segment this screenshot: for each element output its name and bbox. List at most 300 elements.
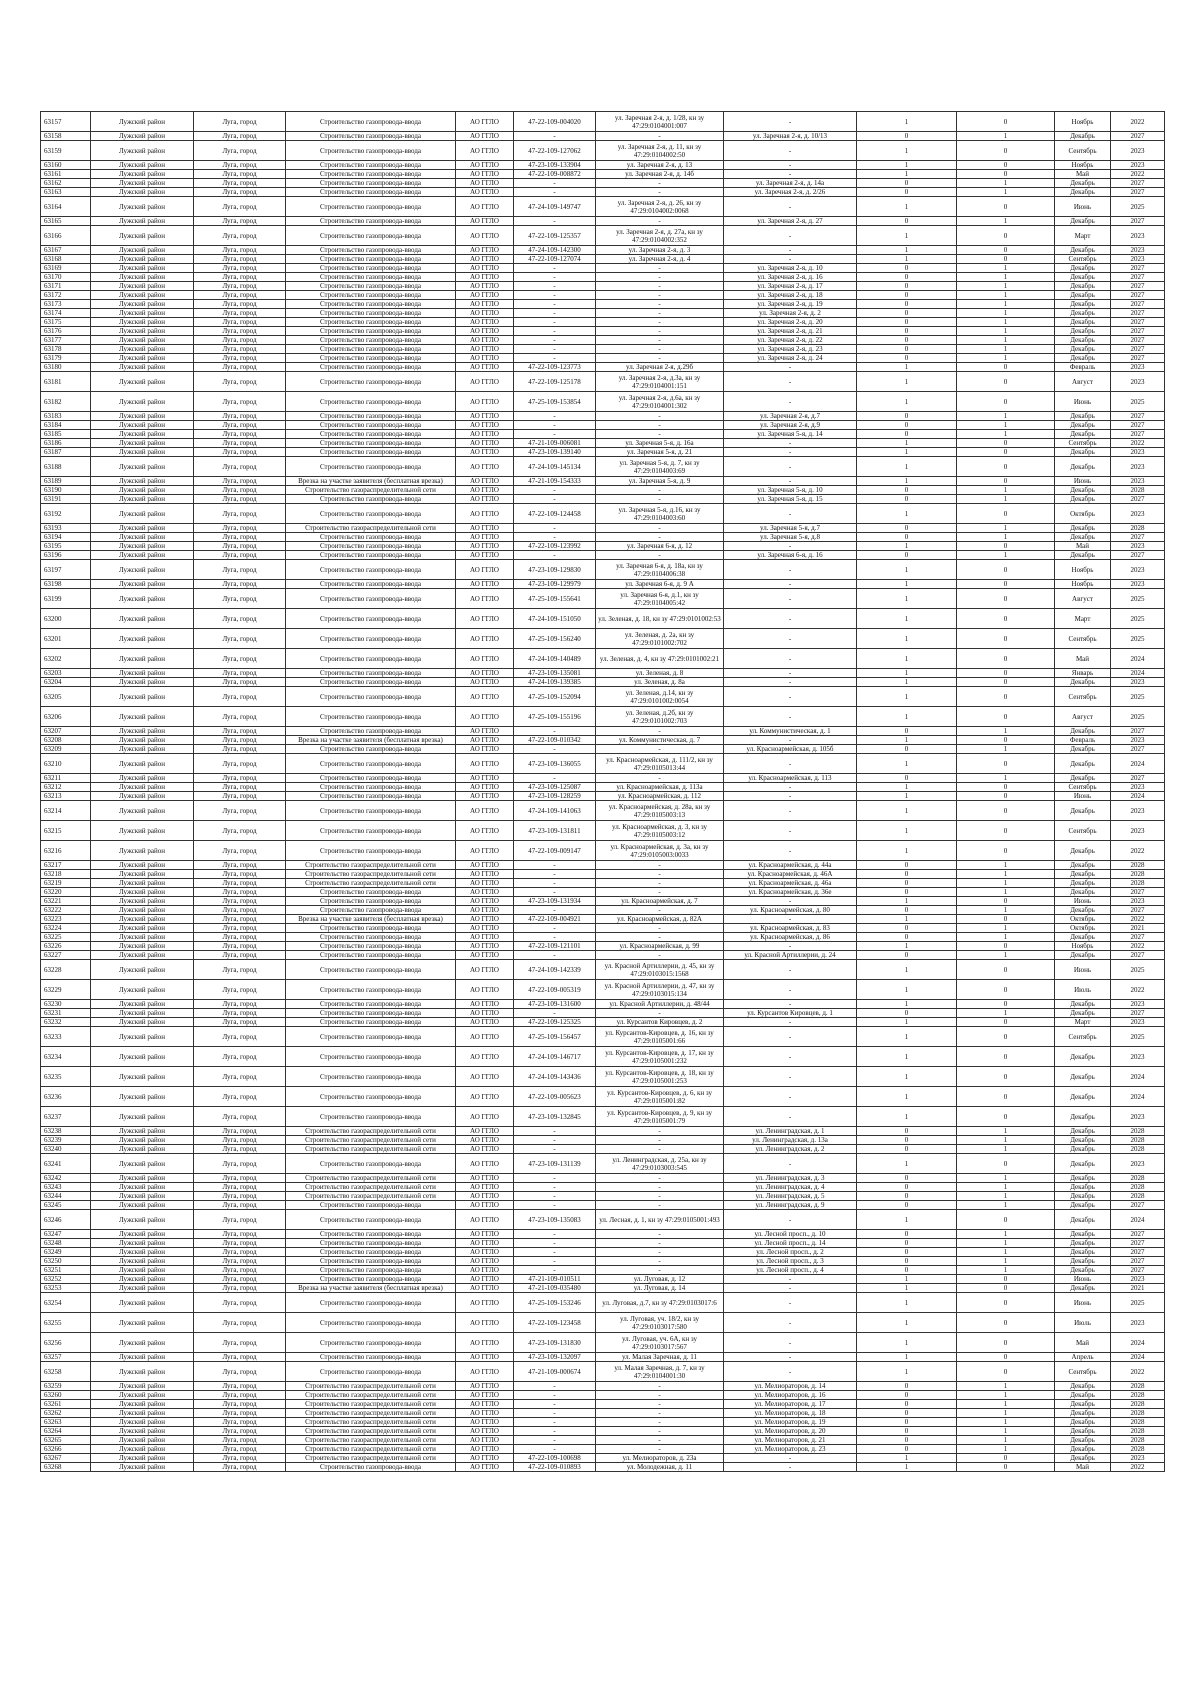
settlement-cell: Луга, город	[194, 1230, 286, 1239]
year-cell: 2027	[1111, 282, 1165, 291]
district-cell: Лужский район	[91, 421, 194, 430]
district-cell: Лужский район	[91, 141, 194, 161]
contract-number-cell: -	[514, 1174, 596, 1183]
contract-number-cell: 47-23-109-125087	[514, 783, 596, 792]
work-type-cell: Строительство газопровода-ввода	[286, 542, 456, 551]
settlement-cell: Луга, город	[194, 609, 286, 629]
contract-number-cell: 47-23-109-139140	[514, 448, 596, 457]
contract-number-cell: 47-23-109-132097	[514, 1353, 596, 1362]
row-number: 63267	[41, 1454, 91, 1463]
row-number: 63194	[41, 533, 91, 542]
planned-address-cell: -	[724, 246, 857, 255]
table-row	[41, 1445, 1165, 1454]
month-cell: Май	[1055, 170, 1111, 179]
applicant-address-cell: -	[596, 354, 724, 363]
planned-address-cell: ул. Заречная 5-я, д. 15	[724, 495, 857, 504]
flag-cell: 0	[957, 707, 1055, 727]
flag-cell: 1	[957, 861, 1055, 870]
settlement-cell: Луга, город	[194, 629, 286, 649]
table-row	[41, 1409, 1165, 1418]
month-cell: Декабрь	[1055, 1248, 1111, 1257]
contract-number-cell: 47-22-109-005319	[514, 980, 596, 1000]
flag-cell: 0	[957, 1000, 1055, 1009]
work-type-cell: Строительство газопровода-ввода	[286, 282, 456, 291]
district-cell: Лужский район	[91, 1353, 194, 1362]
flag-cell: 1	[957, 727, 1055, 736]
applicant-address-cell: -	[596, 309, 724, 318]
flag-cell: 0	[857, 1201, 957, 1210]
flag-cell: 0	[857, 345, 957, 354]
flag-cell: 1	[857, 580, 957, 589]
table-row	[41, 318, 1165, 327]
table-row	[41, 589, 1165, 609]
row-number: 63221	[41, 897, 91, 906]
flag-cell: 1	[957, 217, 1055, 226]
settlement-cell: Луга, город	[194, 1107, 286, 1127]
month-cell: Декабрь	[1055, 745, 1111, 754]
flag-cell: 1	[857, 669, 957, 678]
district-cell: Лужский район	[91, 1418, 194, 1427]
settlement-cell: Луга, город	[194, 1145, 286, 1154]
planned-address-cell: -	[724, 736, 857, 745]
contract-number-cell: 47-24-109-149747	[514, 197, 596, 217]
applicant-address-cell: ул. Зеленая, д.2б, кн зу 47:29:0101002:703	[596, 707, 724, 727]
row-number: 63186	[41, 439, 91, 448]
year-cell: 2023	[1111, 477, 1165, 486]
document-sheet	[40, 111, 1164, 1472]
flag-cell: 0	[957, 1087, 1055, 1107]
contract-number-cell: 47-23-109-136055	[514, 754, 596, 774]
organization-cell: АО ГГЛО	[456, 745, 514, 754]
contract-number-cell: 47-21-109-010511	[514, 1275, 596, 1284]
settlement-cell: Луга, город	[194, 687, 286, 707]
organization-cell: АО ГГЛО	[456, 542, 514, 551]
applicant-address-cell: ул. Заречная 2-я, д. 13	[596, 161, 724, 170]
contract-number-cell: -	[514, 1183, 596, 1192]
contract-number-cell: 47-22-109-123458	[514, 1313, 596, 1333]
year-cell: 2024	[1111, 649, 1165, 669]
table-row	[41, 170, 1165, 179]
contract-number-cell: -	[514, 421, 596, 430]
applicant-address-cell: ул. Заречная 5-я, д. 16а	[596, 439, 724, 448]
planned-address-cell: -	[724, 792, 857, 801]
organization-cell: АО ГГЛО	[456, 336, 514, 345]
planned-address-cell: -	[724, 580, 857, 589]
row-number: 63220	[41, 888, 91, 897]
year-cell: 2023	[1111, 504, 1165, 524]
flag-cell: 1	[857, 1454, 957, 1463]
year-cell: 2027	[1111, 179, 1165, 188]
work-type-cell: Строительство газопровода-ввода	[286, 1154, 456, 1174]
work-type-cell: Строительство газопровода-ввода	[286, 589, 456, 609]
district-cell: Лужский район	[91, 629, 194, 649]
flag-cell: 1	[957, 1136, 1055, 1145]
table-row	[41, 1333, 1165, 1353]
contract-number-cell: -	[514, 336, 596, 345]
applicant-address-cell: -	[596, 188, 724, 197]
settlement-cell: Луга, город	[194, 1409, 286, 1418]
settlement-cell: Луга, город	[194, 1154, 286, 1174]
applicant-address-cell: ул. Курсантов-Кировцев, д. 18, кн зу 47:29:0105001:253	[596, 1067, 724, 1087]
flag-cell: 0	[857, 727, 957, 736]
flag-cell: 1	[957, 132, 1055, 141]
work-type-cell: Строительство газопровода-ввода	[286, 560, 456, 580]
organization-cell: АО ГГЛО	[456, 754, 514, 774]
district-cell: Лужский район	[91, 430, 194, 439]
contract-number-cell: 47-22-109-123773	[514, 363, 596, 372]
month-cell: Ноябрь	[1055, 580, 1111, 589]
planned-address-cell: ул. Заречная 2-я, д. 20	[724, 318, 857, 327]
organization-cell: АО ГГЛО	[456, 1174, 514, 1183]
planned-address-cell: -	[724, 783, 857, 792]
applicant-address-cell: -	[596, 282, 724, 291]
month-cell: Декабрь	[1055, 132, 1111, 141]
work-type-cell: Строительство газопровода-ввода	[286, 1248, 456, 1257]
table-row	[41, 879, 1165, 888]
flag-cell: 0	[957, 1027, 1055, 1047]
settlement-cell: Луга, город	[194, 448, 286, 457]
applicant-address-cell: -	[596, 888, 724, 897]
flag-cell: 0	[857, 1382, 957, 1391]
district-cell: Лужский район	[91, 1145, 194, 1154]
settlement-cell: Луга, город	[194, 1313, 286, 1333]
settlement-cell: Луга, город	[194, 888, 286, 897]
table-row	[41, 1382, 1165, 1391]
district-cell: Лужский район	[91, 542, 194, 551]
organization-cell: АО ГГЛО	[456, 870, 514, 879]
planned-address-cell: -	[724, 1313, 857, 1333]
district-cell: Лужский район	[91, 649, 194, 669]
planned-address-cell: ул. Заречная 2-я, д. 22	[724, 336, 857, 345]
year-cell: 2027	[1111, 495, 1165, 504]
applicant-address-cell: -	[596, 745, 724, 754]
month-cell: Декабрь	[1055, 1107, 1111, 1127]
flag-cell: 0	[957, 246, 1055, 255]
planned-address-cell: -	[724, 560, 857, 580]
flag-cell: 1	[957, 906, 1055, 915]
settlement-cell: Луга, город	[194, 533, 286, 542]
flag-cell: 1	[857, 226, 957, 246]
applicant-address-cell: -	[596, 1257, 724, 1266]
month-cell: Май	[1055, 1333, 1111, 1353]
row-number: 63175	[41, 318, 91, 327]
flag-cell: 0	[857, 273, 957, 282]
work-type-cell: Строительство газопровода-ввода	[286, 179, 456, 188]
year-cell: 2027	[1111, 336, 1165, 345]
year-cell: 2027	[1111, 1266, 1165, 1275]
organization-cell: АО ГГЛО	[456, 1436, 514, 1445]
work-type-cell: Строительство газопровода-ввода	[286, 1067, 456, 1087]
planned-address-cell: -	[724, 589, 857, 609]
settlement-cell: Луга, город	[194, 560, 286, 580]
table-row	[41, 933, 1165, 942]
month-cell: Сентябрь	[1055, 141, 1111, 161]
flag-cell: 1	[857, 448, 957, 457]
flag-cell: 0	[857, 774, 957, 783]
settlement-cell: Луга, город	[194, 669, 286, 678]
applicant-address-cell: -	[596, 861, 724, 870]
settlement-cell: Луга, город	[194, 774, 286, 783]
district-cell: Лужский район	[91, 924, 194, 933]
year-cell: 2027	[1111, 291, 1165, 300]
applicant-address-cell: -	[596, 1174, 724, 1183]
flag-cell: 1	[957, 318, 1055, 327]
flag-cell: 0	[957, 649, 1055, 669]
flag-cell: 0	[857, 1436, 957, 1445]
table-row	[41, 551, 1165, 560]
year-cell: 2022	[1111, 112, 1165, 132]
organization-cell: АО ГГЛО	[456, 560, 514, 580]
district-cell: Лужский район	[91, 1087, 194, 1107]
planned-address-cell: -	[724, 392, 857, 412]
district-cell: Лужский район	[91, 1009, 194, 1018]
district-cell: Лужский район	[91, 783, 194, 792]
flag-cell: 1	[957, 421, 1055, 430]
year-cell: 2025	[1111, 1027, 1165, 1047]
settlement-cell: Луга, город	[194, 392, 286, 412]
work-type-cell: Строительство газопровода-ввода	[286, 1239, 456, 1248]
organization-cell: АО ГГЛО	[456, 217, 514, 226]
contract-number-cell: -	[514, 1445, 596, 1454]
flag-cell: 0	[957, 363, 1055, 372]
district-cell: Лужский район	[91, 589, 194, 609]
table-row	[41, 132, 1165, 141]
month-cell: Январь	[1055, 669, 1111, 678]
table-row	[41, 345, 1165, 354]
district-cell: Лужский район	[91, 1463, 194, 1472]
flag-cell: 1	[957, 924, 1055, 933]
flag-cell: 0	[957, 1047, 1055, 1067]
organization-cell: АО ГГЛО	[456, 792, 514, 801]
row-number: 63256	[41, 1333, 91, 1353]
table-row	[41, 112, 1165, 132]
flag-cell: 1	[857, 1000, 957, 1009]
organization-cell: АО ГГЛО	[456, 486, 514, 495]
month-cell: Декабрь	[1055, 1136, 1111, 1145]
organization-cell: АО ГГЛО	[456, 188, 514, 197]
flag-cell: 1	[957, 1400, 1055, 1409]
organization-cell: АО ГГЛО	[456, 1018, 514, 1027]
district-cell: Лужский район	[91, 1248, 194, 1257]
month-cell: Декабрь	[1055, 1047, 1111, 1067]
table-row	[41, 1313, 1165, 1333]
applicant-address-cell: -	[596, 1127, 724, 1136]
settlement-cell: Луга, город	[194, 897, 286, 906]
settlement-cell: Луга, город	[194, 273, 286, 282]
organization-cell: АО ГГЛО	[456, 300, 514, 309]
organization-cell: АО ГГЛО	[456, 1154, 514, 1174]
flag-cell: 1	[857, 542, 957, 551]
row-number: 63158	[41, 132, 91, 141]
flag-cell: 1	[957, 1427, 1055, 1436]
planned-address-cell: ул. Заречная 2-я, д. 14а	[724, 179, 857, 188]
row-number: 63218	[41, 870, 91, 879]
contract-number-cell: -	[514, 495, 596, 504]
settlement-cell: Луга, город	[194, 495, 286, 504]
planned-address-cell: ул. Красноармейская, д. 83	[724, 924, 857, 933]
applicant-address-cell: -	[596, 774, 724, 783]
settlement-cell: Луга, город	[194, 879, 286, 888]
planned-address-cell: -	[724, 897, 857, 906]
planned-address-cell: ул. Заречная 2-я, д. 24	[724, 354, 857, 363]
organization-cell: АО ГГЛО	[456, 477, 514, 486]
flag-cell: 1	[857, 649, 957, 669]
planned-address-cell: ул. Мелиораторов, д. 23	[724, 1445, 857, 1454]
row-number: 63229	[41, 980, 91, 1000]
month-cell: Декабрь	[1055, 1436, 1111, 1445]
month-cell: Декабрь	[1055, 1127, 1111, 1136]
applicant-address-cell: ул. Ленинградская, д. 25а, кн зу 47:29:0103003:545	[596, 1154, 724, 1174]
planned-address-cell: ул. Заречная 2-я, д. 10/13	[724, 132, 857, 141]
flag-cell: 1	[857, 1018, 957, 1027]
contract-number-cell: 47-21-109-035480	[514, 1284, 596, 1293]
applicant-address-cell: ул. Луговая, уч. 18/2, кн зу 47:29:0103017:580	[596, 1313, 724, 1333]
year-cell: 2028	[1111, 1174, 1165, 1183]
organization-cell: АО ГГЛО	[456, 197, 514, 217]
settlement-cell: Луга, город	[194, 1067, 286, 1087]
work-type-cell: Строительство газопровода-ввода	[286, 246, 456, 255]
planned-address-cell: -	[724, 942, 857, 951]
applicant-address-cell: -	[596, 327, 724, 336]
applicant-address-cell: -	[596, 179, 724, 188]
flag-cell: 0	[857, 1418, 957, 1427]
applicant-address-cell: ул. Лесная, д. 1, кн зу 47:29:0105001:493	[596, 1210, 724, 1230]
table-row	[41, 1391, 1165, 1400]
flag-cell: 1	[857, 980, 957, 1000]
district-cell: Лужский район	[91, 1107, 194, 1127]
flag-cell: 0	[857, 412, 957, 421]
row-number: 63216	[41, 841, 91, 861]
table-row	[41, 1047, 1165, 1067]
flag-cell: 1	[957, 524, 1055, 533]
planned-address-cell: -	[724, 1275, 857, 1284]
contract-number-cell: 47-23-109-132845	[514, 1107, 596, 1127]
settlement-cell: Луга, город	[194, 1127, 286, 1136]
organization-cell: АО ГГЛО	[456, 170, 514, 179]
flag-cell: 1	[857, 629, 957, 649]
flag-cell: 0	[957, 589, 1055, 609]
month-cell: Декабрь	[1055, 412, 1111, 421]
district-cell: Лужский район	[91, 727, 194, 736]
year-cell: 2028	[1111, 486, 1165, 495]
month-cell: Июль	[1055, 980, 1111, 1000]
organization-cell: АО ГГЛО	[456, 1362, 514, 1382]
flag-cell: 1	[857, 457, 957, 477]
table-row	[41, 1436, 1165, 1445]
year-cell: 2024	[1111, 1087, 1165, 1107]
table-row	[41, 1000, 1165, 1009]
settlement-cell: Луга, город	[194, 291, 286, 300]
contract-number-cell: -	[514, 430, 596, 439]
work-type-cell: Строительство газопровода-ввода	[286, 1362, 456, 1382]
applicant-address-cell: ул. Красной Артиллерии, д. 47, кн зу 47:29:0103015:134	[596, 980, 724, 1000]
planned-address-cell: ул. Коммунистическая, д. 1	[724, 727, 857, 736]
flag-cell: 0	[857, 524, 957, 533]
contract-number-cell: -	[514, 951, 596, 960]
flag-cell: 1	[957, 1409, 1055, 1418]
row-number: 63211	[41, 774, 91, 783]
district-cell: Лужский район	[91, 1409, 194, 1418]
flag-cell: 0	[857, 551, 957, 560]
contract-number-cell: -	[514, 1248, 596, 1257]
work-type-cell: Строительство газораспределительной сети	[286, 1436, 456, 1445]
district-cell: Лужский район	[91, 345, 194, 354]
settlement-cell: Луга, город	[194, 792, 286, 801]
settlement-cell: Луга, город	[194, 906, 286, 915]
month-cell: Май	[1055, 542, 1111, 551]
applicant-address-cell: -	[596, 879, 724, 888]
flag-cell: 1	[957, 264, 1055, 273]
table-row	[41, 300, 1165, 309]
organization-cell: АО ГГЛО	[456, 774, 514, 783]
work-type-cell: Строительство газопровода-ввода	[286, 1333, 456, 1353]
organization-cell: АО ГГЛО	[456, 1107, 514, 1127]
month-cell: Декабрь	[1055, 421, 1111, 430]
year-cell: 2025	[1111, 609, 1165, 629]
planned-address-cell: ул. Заречная 5-я, д.7	[724, 524, 857, 533]
planned-address-cell: -	[724, 1210, 857, 1230]
settlement-cell: Луга, город	[194, 197, 286, 217]
year-cell: 2025	[1111, 197, 1165, 217]
flag-cell: 1	[857, 707, 957, 727]
year-cell: 2027	[1111, 1239, 1165, 1248]
row-number: 63247	[41, 1230, 91, 1239]
row-number: 63193	[41, 524, 91, 533]
district-cell: Лужский район	[91, 841, 194, 861]
district-cell: Лужский район	[91, 933, 194, 942]
year-cell: 2023	[1111, 678, 1165, 687]
month-cell: Декабрь	[1055, 1067, 1111, 1087]
row-number: 63258	[41, 1362, 91, 1382]
applicant-address-cell: -	[596, 412, 724, 421]
district-cell: Лужский район	[91, 327, 194, 336]
organization-cell: АО ГГЛО	[456, 421, 514, 430]
flag-cell: 1	[957, 1192, 1055, 1201]
organization-cell: АО ГГЛО	[456, 179, 514, 188]
organization-cell: АО ГГЛО	[456, 960, 514, 980]
flag-cell: 1	[957, 870, 1055, 879]
month-cell: Октябрь	[1055, 924, 1111, 933]
district-cell: Лужский район	[91, 1067, 194, 1087]
planned-address-cell: -	[724, 609, 857, 629]
table-row	[41, 888, 1165, 897]
organization-cell: АО ГГЛО	[456, 589, 514, 609]
planned-address-cell: ул. Красноармейская, д. 44а	[724, 861, 857, 870]
organization-cell: АО ГГЛО	[456, 1027, 514, 1047]
row-number: 63181	[41, 372, 91, 392]
flag-cell: 1	[957, 1239, 1055, 1248]
organization-cell: АО ГГЛО	[456, 132, 514, 141]
month-cell: Июнь	[1055, 392, 1111, 412]
work-type-cell: Строительство газораспределительной сети	[286, 1174, 456, 1183]
applicant-address-cell: -	[596, 1145, 724, 1154]
district-cell: Лужский район	[91, 879, 194, 888]
row-number: 63209	[41, 745, 91, 754]
month-cell: Декабрь	[1055, 300, 1111, 309]
settlement-cell: Луга, город	[194, 1427, 286, 1436]
contract-number-cell: 47-24-109-146717	[514, 1047, 596, 1067]
table-row	[41, 421, 1165, 430]
row-number: 63222	[41, 906, 91, 915]
row-number: 63213	[41, 792, 91, 801]
flag-cell: 1	[957, 1127, 1055, 1136]
work-type-cell: Строительство газопровода-ввода	[286, 687, 456, 707]
contract-number-cell: -	[514, 1382, 596, 1391]
year-cell: 2024	[1111, 1333, 1165, 1353]
district-cell: Лужский район	[91, 870, 194, 879]
table-row	[41, 1127, 1165, 1136]
settlement-cell: Луга, город	[194, 1201, 286, 1210]
